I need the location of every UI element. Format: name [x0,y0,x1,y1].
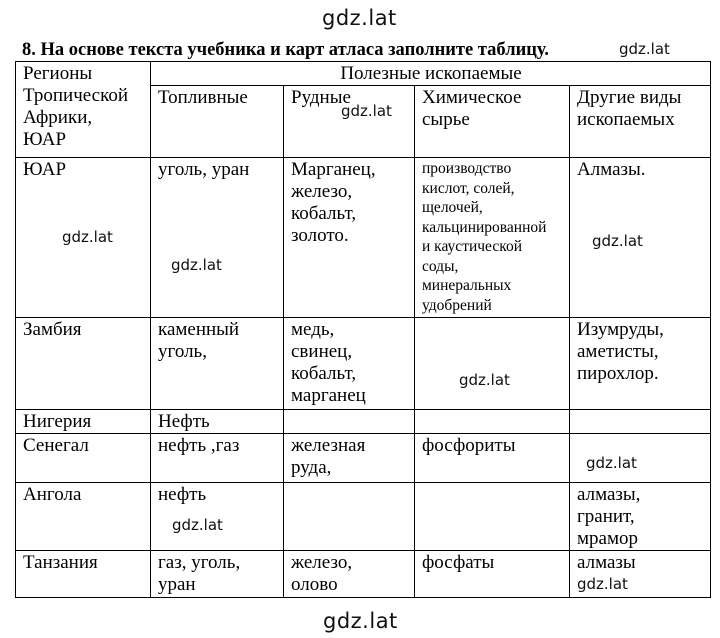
region-cell: ЮАР [16,158,151,318]
fuel-cell: Нефть [151,410,284,434]
region-cell: Нигерия [16,410,151,434]
chemical-cell [415,318,570,410]
table-row [16,483,711,551]
column-header-fuel: Топливные [151,86,284,158]
chemical-cell: производство кислот, солей, щелочей, кальцинированной и каустической соды, минеральных удобрений [415,158,570,318]
column-header-other: Другие виды ископаемых [570,86,711,158]
watermark-tanzania-other: gdz.lat [577,575,628,593]
ore-cell [284,410,415,434]
minerals-table [15,61,711,598]
watermark-yuar-region: gdz.lat [62,228,113,246]
group-header: Полезные ископаемые [151,62,711,86]
table-header-row [16,62,711,86]
other-cell: Алмазы. [570,158,711,318]
task-title: 8. На основе текста учебника и карт атласа заполните таблицу. [22,40,549,60]
watermark-top: gdz.lat [322,6,397,30]
other-cell: Изумруды, аметисты, пирохлор. [570,318,711,410]
watermark-yuar-fuel: gdz.lat [171,256,222,274]
region-cell: Танзания [16,551,151,598]
region-cell: Ангола [16,483,151,551]
region-cell: Сенегал [16,434,151,483]
fuel-cell: газ, уголь, уран [151,551,284,598]
column-header-chemical: Химическое сырье [415,86,570,158]
watermark-title-right: gdz.lat [619,40,670,58]
fuel-cell: нефть ,газ [151,434,284,483]
watermark-angola-fuel: gdz.lat [172,516,223,534]
watermark-bottom: gdz.lat [323,609,398,633]
column-header-ore: Рудные [284,86,415,158]
other-cell: алмазы, гранит, мрамор [570,483,711,551]
chemical-cell [415,410,570,434]
fuel-cell: нефть [151,483,284,551]
fuel-cell: каменный уголь, [151,318,284,410]
chemical-cell [415,483,570,551]
other-cell: алмазы [570,551,711,598]
ore-cell: железная руда, [284,434,415,483]
watermark-header-rudnye: gdz.lat [341,102,392,120]
region-header: Регионы Тропической Африки, ЮАР [16,62,151,158]
chemical-cell: фосфориты [415,434,570,483]
ore-cell: железо, олово [284,551,415,598]
watermark-senegal-other: gdz.lat [586,454,637,472]
ore-cell: Марганец, железо, кобальт, золото. [284,158,415,318]
table-row [16,410,711,434]
other-cell [570,410,711,434]
watermark-zambia-chem: gdz.lat [459,371,510,389]
watermark-yuar-other: gdz.lat [592,232,643,250]
region-cell: Замбия [16,318,151,410]
table-row [16,318,711,410]
ore-cell: медь, свинец, кобальт, марганец [284,318,415,410]
fuel-cell: уголь, уран [151,158,284,318]
ore-cell [284,483,415,551]
chemical-cell: фосфаты [415,551,570,598]
